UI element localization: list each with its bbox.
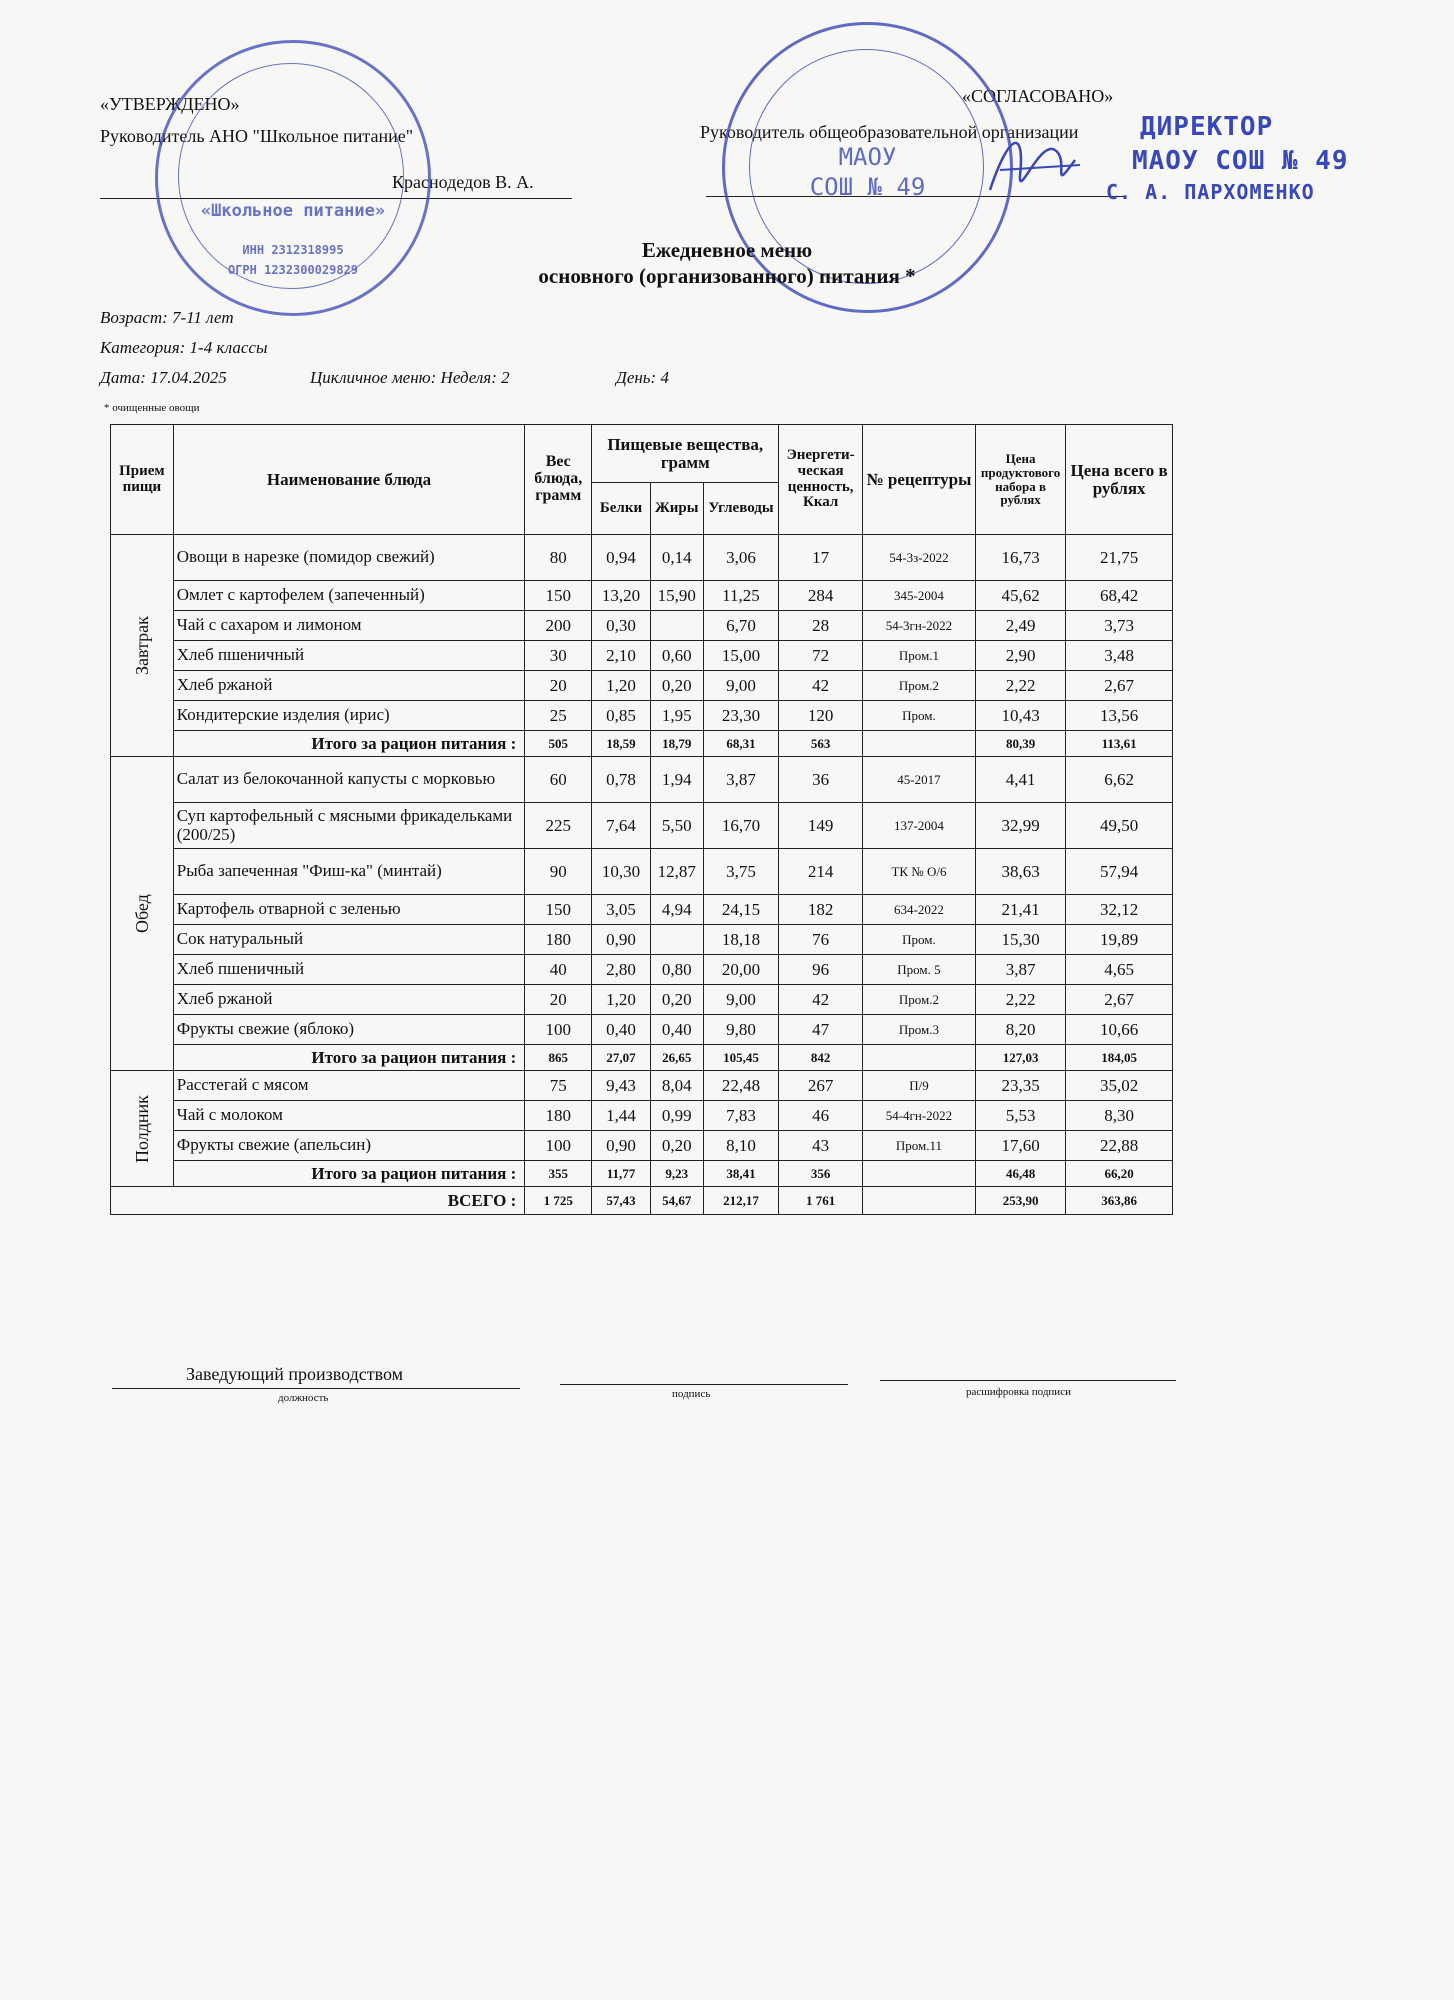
cell-carbs: 3,06 xyxy=(703,535,779,581)
total-energy: 842 xyxy=(779,1045,863,1071)
dish-name: Хлеб ржаной xyxy=(173,985,525,1015)
cell-energy: 267 xyxy=(779,1071,863,1101)
dish-name: Чай с молоком xyxy=(173,1101,525,1131)
cell-weight: 20 xyxy=(525,671,592,701)
cell-set-price: 32,99 xyxy=(975,803,1065,849)
cell-fat: 8,04 xyxy=(650,1071,703,1101)
grand-total-recipe xyxy=(862,1187,975,1215)
cell-set-price: 4,41 xyxy=(975,757,1065,803)
total-protein: 11,77 xyxy=(592,1161,651,1187)
cell-recipe: Пром.1 xyxy=(862,641,975,671)
cell-total-price: 32,12 xyxy=(1066,895,1173,925)
grand-total-weight: 1 725 xyxy=(525,1187,592,1215)
cell-set-price: 8,20 xyxy=(975,1015,1065,1045)
dish-name: Омлет с картофелем (запеченный) xyxy=(173,581,525,611)
cell-carbs: 9,00 xyxy=(703,985,779,1015)
cell-carbs: 15,00 xyxy=(703,641,779,671)
cell-weight: 150 xyxy=(525,895,592,925)
cell-recipe: Пром. xyxy=(862,925,975,955)
section-total-row xyxy=(111,1161,1173,1187)
table-row xyxy=(111,757,1173,803)
cell-recipe: Пром.3 xyxy=(862,1015,975,1045)
cell-recipe: 345-2004 xyxy=(862,581,975,611)
cell-carbs: 22,48 xyxy=(703,1071,779,1101)
header-nutrients: Пищевые вещества, грамм xyxy=(592,425,779,483)
director-stamp-line1: ДИРЕКТОР xyxy=(1140,112,1274,142)
cell-energy: 43 xyxy=(779,1131,863,1161)
table-row xyxy=(111,1131,1173,1161)
cell-set-price: 2,90 xyxy=(975,641,1065,671)
cell-carbs: 9,80 xyxy=(703,1015,779,1045)
approved-title: «УТВЕРЖДЕНО» xyxy=(100,94,240,114)
cell-set-price: 3,87 xyxy=(975,955,1065,985)
table-row xyxy=(111,581,1173,611)
footer-position-line xyxy=(112,1388,520,1389)
grand-total-total-price: 363,86 xyxy=(1066,1187,1173,1215)
table-row xyxy=(111,641,1173,671)
section-total-label: Итого за рацион питания : xyxy=(173,1161,525,1187)
dish-name: Картофель отварной с зеленью xyxy=(173,895,525,925)
cell-total-price: 22,88 xyxy=(1066,1131,1173,1161)
table-row xyxy=(111,701,1173,731)
director-stamp-line2: МАОУ СОШ № 49 xyxy=(1132,146,1349,176)
grand-total-label: ВСЕГО : xyxy=(111,1187,525,1215)
total-carbs: 38,41 xyxy=(703,1161,779,1187)
cell-set-price: 5,53 xyxy=(975,1101,1065,1131)
cell-weight: 200 xyxy=(525,611,592,641)
cell-set-price: 16,73 xyxy=(975,535,1065,581)
total-weight: 505 xyxy=(525,731,592,757)
meal-label: Полдник xyxy=(111,1071,174,1187)
total-set-price: 80,39 xyxy=(975,731,1065,757)
cell-recipe: Пром.11 xyxy=(862,1131,975,1161)
dish-name: Фрукты свежие (апельсин) xyxy=(173,1131,525,1161)
header-recipe: № рецептуры xyxy=(862,425,975,535)
footer-signature-line xyxy=(560,1384,848,1385)
cell-set-price: 45,62 xyxy=(975,581,1065,611)
dish-name: Хлеб пшеничный xyxy=(173,641,525,671)
meal-label: Обед xyxy=(111,757,174,1071)
cell-carbs: 9,00 xyxy=(703,671,779,701)
cell-protein: 0,85 xyxy=(592,701,651,731)
cell-set-price: 23,35 xyxy=(975,1071,1065,1101)
cell-recipe: Пром. xyxy=(862,701,975,731)
menu-table xyxy=(110,424,1173,1215)
cell-energy: 149 xyxy=(779,803,863,849)
cell-weight: 180 xyxy=(525,925,592,955)
cell-weight: 180 xyxy=(525,1101,592,1131)
dish-name: Расстегай с мясом xyxy=(173,1071,525,1101)
cell-total-price: 35,02 xyxy=(1066,1071,1173,1101)
cell-carbs: 24,15 xyxy=(703,895,779,925)
cell-protein: 10,30 xyxy=(592,849,651,895)
cell-weight: 60 xyxy=(525,757,592,803)
cell-recipe: 137-2004 xyxy=(862,803,975,849)
cell-energy: 96 xyxy=(779,955,863,985)
cell-recipe: Пром. 5 xyxy=(862,955,975,985)
cell-recipe: 54-3гн-2022 xyxy=(862,611,975,641)
cell-total-price: 3,73 xyxy=(1066,611,1173,641)
dish-name: Чай с сахаром и лимоном xyxy=(173,611,525,641)
cell-carbs: 3,75 xyxy=(703,849,779,895)
grand-total-fat: 54,67 xyxy=(650,1187,703,1215)
cell-total-price: 13,56 xyxy=(1066,701,1173,731)
header-energy: Энергети-ческая ценность, Ккал xyxy=(779,425,863,535)
age-info: Возраст: 7-11 лет xyxy=(100,308,234,327)
cell-total-price: 6,62 xyxy=(1066,757,1173,803)
cell-fat: 0,20 xyxy=(650,671,703,701)
stamp-school-line1: МАОУ xyxy=(838,143,897,171)
cell-carbs: 18,18 xyxy=(703,925,779,955)
cell-fat xyxy=(650,925,703,955)
cell-fat: 5,50 xyxy=(650,803,703,849)
cell-energy: 17 xyxy=(779,535,863,581)
cell-total-price: 4,65 xyxy=(1066,955,1173,985)
cell-energy: 36 xyxy=(779,757,863,803)
cell-recipe: 45-2017 xyxy=(862,757,975,803)
table-row xyxy=(111,955,1173,985)
grand-total-carbs: 212,17 xyxy=(703,1187,779,1215)
cell-protein: 0,94 xyxy=(592,535,651,581)
total-total-price: 66,20 xyxy=(1066,1161,1173,1187)
cell-fat: 1,95 xyxy=(650,701,703,731)
cell-recipe: ТК № О/6 xyxy=(862,849,975,895)
cell-set-price: 17,60 xyxy=(975,1131,1065,1161)
cell-weight: 150 xyxy=(525,581,592,611)
cell-total-price: 10,66 xyxy=(1066,1015,1173,1045)
cell-fat: 15,90 xyxy=(650,581,703,611)
cell-recipe: 54-3з-2022 xyxy=(862,535,975,581)
total-fat: 26,65 xyxy=(650,1045,703,1071)
cell-protein: 3,05 xyxy=(592,895,651,925)
cell-fat: 12,87 xyxy=(650,849,703,895)
total-total-price: 184,05 xyxy=(1066,1045,1173,1071)
cell-energy: 72 xyxy=(779,641,863,671)
cell-set-price: 2,22 xyxy=(975,985,1065,1015)
cell-carbs: 6,70 xyxy=(703,611,779,641)
grand-total-energy: 1 761 xyxy=(779,1187,863,1215)
section-total-label: Итого за рацион питания : xyxy=(173,1045,525,1071)
stamp-center-text: «Школьное питание» xyxy=(200,201,386,221)
cell-energy: 214 xyxy=(779,849,863,895)
cell-fat: 0,99 xyxy=(650,1101,703,1131)
cell-fat: 0,20 xyxy=(650,1131,703,1161)
cell-set-price: 15,30 xyxy=(975,925,1065,955)
dish-name: Хлеб пшеничный xyxy=(173,955,525,985)
cell-total-price: 68,42 xyxy=(1066,581,1173,611)
cell-recipe: Пром.2 xyxy=(862,671,975,701)
cell-recipe: Пром.2 xyxy=(862,985,975,1015)
table-row xyxy=(111,925,1173,955)
cell-energy: 47 xyxy=(779,1015,863,1045)
cell-weight: 30 xyxy=(525,641,592,671)
cell-weight: 100 xyxy=(525,1131,592,1161)
dish-name: Овощи в нарезке (помидор свежий) xyxy=(173,535,525,581)
cell-carbs: 11,25 xyxy=(703,581,779,611)
cell-protein: 0,40 xyxy=(592,1015,651,1045)
total-weight: 355 xyxy=(525,1161,592,1187)
cell-carbs: 23,30 xyxy=(703,701,779,731)
cell-carbs: 20,00 xyxy=(703,955,779,985)
dish-name: Кондитерские изделия (ирис) xyxy=(173,701,525,731)
header-meal: Прием пищи xyxy=(111,425,174,535)
cell-weight: 25 xyxy=(525,701,592,731)
footer-label-position: должность xyxy=(278,1392,329,1404)
cell-protein: 0,30 xyxy=(592,611,651,641)
cell-carbs: 16,70 xyxy=(703,803,779,849)
header-dish-name: Наименование блюда xyxy=(173,425,525,535)
footnote: * очищенные овощи xyxy=(104,402,200,414)
footer-label-name: расшифровка подписи xyxy=(966,1386,1071,1398)
category-info: Категория: 1-4 классы xyxy=(100,338,268,357)
total-fat: 18,79 xyxy=(650,731,703,757)
grand-total-row xyxy=(111,1187,1173,1215)
cell-weight: 75 xyxy=(525,1071,592,1101)
agreed-title: «СОГЛАСОВАНО» xyxy=(962,86,1114,106)
header-fat: Жиры xyxy=(650,483,703,535)
cell-protein: 2,80 xyxy=(592,955,651,985)
section-total-row xyxy=(111,731,1173,757)
stamp-inn: ИНН 2312318995 xyxy=(242,243,344,257)
total-recipe xyxy=(862,1161,975,1187)
cell-total-price: 19,89 xyxy=(1066,925,1173,955)
cell-carbs: 7,83 xyxy=(703,1101,779,1131)
cell-total-price: 21,75 xyxy=(1066,535,1173,581)
header-protein: Белки xyxy=(592,483,651,535)
grand-total-set-price: 253,90 xyxy=(975,1187,1065,1215)
cell-carbs: 3,87 xyxy=(703,757,779,803)
total-recipe xyxy=(862,731,975,757)
table-row xyxy=(111,1071,1173,1101)
cell-total-price: 3,48 xyxy=(1066,641,1173,671)
cell-fat: 0,80 xyxy=(650,955,703,985)
cell-recipe: 54-4гн-2022 xyxy=(862,1101,975,1131)
cell-fat: 0,60 xyxy=(650,641,703,671)
table-row xyxy=(111,803,1173,849)
agreed-role: Руководитель общеобразовательной организации xyxy=(700,122,1079,142)
director-stamp-line3: С. А. ПАРХОМЕНКО xyxy=(1106,180,1315,204)
cell-weight: 20 xyxy=(525,985,592,1015)
approved-role: Руководитель АНО "Школьное питание" xyxy=(100,126,414,146)
cell-fat: 1,94 xyxy=(650,757,703,803)
table-row xyxy=(111,671,1173,701)
cell-set-price: 38,63 xyxy=(975,849,1065,895)
cell-protein: 13,20 xyxy=(592,581,651,611)
cell-protein: 0,78 xyxy=(592,757,651,803)
dish-name: Хлеб ржаной xyxy=(173,671,525,701)
dish-name: Сок натуральный xyxy=(173,925,525,955)
dish-name: Рыба запеченная "Фиш-ка" (минтай) xyxy=(173,849,525,895)
table-row xyxy=(111,611,1173,641)
cell-carbs: 8,10 xyxy=(703,1131,779,1161)
cell-total-price: 49,50 xyxy=(1066,803,1173,849)
cell-weight: 90 xyxy=(525,849,592,895)
cell-total-price: 2,67 xyxy=(1066,671,1173,701)
table-row xyxy=(111,1015,1173,1045)
signature-scribble xyxy=(980,120,1090,210)
cell-set-price: 2,49 xyxy=(975,611,1065,641)
total-carbs: 68,31 xyxy=(703,731,779,757)
cycle-info: Цикличное меню: Неделя: 2 xyxy=(310,368,510,387)
cell-weight: 40 xyxy=(525,955,592,985)
total-energy: 356 xyxy=(779,1161,863,1187)
document-title-line2: основного (организованного) питания * xyxy=(538,264,916,288)
cell-protein: 9,43 xyxy=(592,1071,651,1101)
cell-protein: 7,64 xyxy=(592,803,651,849)
header-carbs: Углеводы xyxy=(703,483,779,535)
cell-protein: 1,20 xyxy=(592,985,651,1015)
cell-total-price: 57,94 xyxy=(1066,849,1173,895)
header-total-price: Цена всего в рублях xyxy=(1066,425,1173,535)
cell-protein: 1,44 xyxy=(592,1101,651,1131)
cell-weight: 225 xyxy=(525,803,592,849)
cell-protein: 1,20 xyxy=(592,671,651,701)
cell-energy: 28 xyxy=(779,611,863,641)
day-info: День: 4 xyxy=(616,368,669,387)
total-protein: 27,07 xyxy=(592,1045,651,1071)
footer-position: Заведующий производством xyxy=(186,1364,404,1384)
dish-name: Салат из белокочанной капусты с морковью xyxy=(173,757,525,803)
cell-energy: 42 xyxy=(779,671,863,701)
meal-label: Завтрак xyxy=(111,535,174,757)
cell-fat: 0,20 xyxy=(650,985,703,1015)
cell-recipe: 634-2022 xyxy=(862,895,975,925)
total-carbs: 105,45 xyxy=(703,1045,779,1071)
footer-label-signature: подпись xyxy=(672,1388,711,1400)
total-weight: 865 xyxy=(525,1045,592,1071)
total-protein: 18,59 xyxy=(592,731,651,757)
approved-name: Краснодедов В. А. xyxy=(392,172,534,192)
total-total-price: 113,61 xyxy=(1066,731,1173,757)
cell-weight: 80 xyxy=(525,535,592,581)
document-title-line1: Ежедневное меню xyxy=(641,238,813,262)
cell-set-price: 10,43 xyxy=(975,701,1065,731)
cell-energy: 284 xyxy=(779,581,863,611)
total-set-price: 46,48 xyxy=(975,1161,1065,1187)
footer-name-line xyxy=(880,1380,1176,1381)
cell-fat: 0,14 xyxy=(650,535,703,581)
table-row xyxy=(111,1101,1173,1131)
total-fat: 9,23 xyxy=(650,1161,703,1187)
cell-set-price: 2,22 xyxy=(975,671,1065,701)
cell-energy: 120 xyxy=(779,701,863,731)
section-total-label: Итого за рацион питания : xyxy=(173,731,525,757)
date-info: Дата: 17.04.2025 xyxy=(100,368,227,387)
grand-total-protein: 57,43 xyxy=(592,1187,651,1215)
cell-total-price: 8,30 xyxy=(1066,1101,1173,1131)
dish-name: Фрукты свежие (яблоко) xyxy=(173,1015,525,1045)
stamp-ogrn: ОГРН 1232300029829 xyxy=(227,263,359,277)
total-set-price: 127,03 xyxy=(975,1045,1065,1071)
table-row xyxy=(111,895,1173,925)
cell-protein: 0,90 xyxy=(592,925,651,955)
cell-weight: 100 xyxy=(525,1015,592,1045)
cell-fat: 0,40 xyxy=(650,1015,703,1045)
section-total-row xyxy=(111,1045,1173,1071)
header-set-price: Цена продуктового набора в рублях xyxy=(975,425,1065,535)
stamp-school-line2: СОШ № 49 xyxy=(809,173,926,201)
cell-protein: 2,10 xyxy=(592,641,651,671)
table-row xyxy=(111,849,1173,895)
cell-energy: 46 xyxy=(779,1101,863,1131)
table-row xyxy=(111,535,1173,581)
cell-protein: 0,90 xyxy=(592,1131,651,1161)
cell-set-price: 21,41 xyxy=(975,895,1065,925)
table-row xyxy=(111,985,1173,1015)
cell-energy: 76 xyxy=(779,925,863,955)
cell-total-price: 2,67 xyxy=(1066,985,1173,1015)
dish-name: Суп картофельный с мясными фрикадельками (200/25) xyxy=(173,803,525,849)
cell-fat: 4,94 xyxy=(650,895,703,925)
total-recipe xyxy=(862,1045,975,1071)
total-energy: 563 xyxy=(779,731,863,757)
cell-recipe: П/9 xyxy=(862,1071,975,1101)
header-weight: Вес блюда, грамм xyxy=(525,425,592,535)
cell-fat xyxy=(650,611,703,641)
cell-energy: 182 xyxy=(779,895,863,925)
cell-energy: 42 xyxy=(779,985,863,1015)
